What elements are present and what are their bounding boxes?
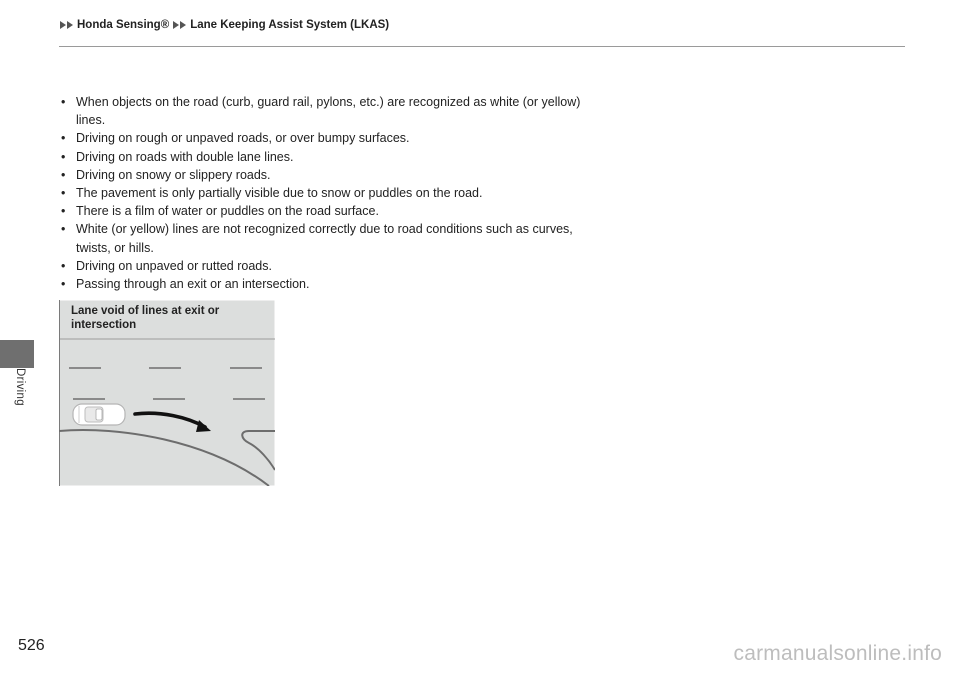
list-item: • Driving on rough or unpaved roads, or over bumpy surfaces. bbox=[60, 129, 600, 147]
car-icon bbox=[73, 404, 125, 425]
list-item: • When objects on the road (curb, guard rail, pylons, etc.) are recognized as white (or yellow) lines. bbox=[60, 93, 600, 129]
breadcrumb-item[interactable]: Honda Sensing® bbox=[77, 19, 170, 31]
list-item: • The pavement is only partially visible due to snow or puddles on the road. bbox=[60, 184, 600, 202]
list-item: • Passing through an exit or an intersection. bbox=[60, 275, 600, 293]
list-item: • There is a film of water or puddles on the road surface. bbox=[60, 202, 600, 220]
breadcrumb-arrow-icon bbox=[67, 21, 73, 29]
breadcrumb-arrow-icon bbox=[60, 21, 66, 29]
breadcrumb bbox=[60, 19, 389, 31]
breadcrumb-arrow-icon bbox=[180, 21, 186, 29]
page-number: 526 bbox=[18, 637, 45, 654]
breadcrumb-item[interactable]: Lane Keeping Assist System (LKAS) bbox=[190, 19, 390, 31]
lane-illustration bbox=[59, 300, 275, 486]
condition-list bbox=[60, 93, 600, 293]
list-item: • Driving on unpaved or rutted roads. bbox=[60, 257, 600, 275]
watermark: carmanualsonline.info bbox=[733, 642, 942, 665]
header-divider bbox=[59, 46, 905, 47]
list-item: • Driving on roads with double lane lines. bbox=[60, 148, 600, 166]
list-item: • White (or yellow) lines are not recognized correctly due to road conditions such as curves, twists, or hills. bbox=[60, 220, 600, 256]
section-label: Driving bbox=[14, 368, 26, 406]
breadcrumb-arrow-icon bbox=[173, 21, 179, 29]
list-item: • Driving on snowy or slippery roads. bbox=[60, 166, 600, 184]
section-tab bbox=[0, 340, 34, 368]
figure-caption: Lane void of lines at exit or intersection bbox=[71, 305, 220, 331]
